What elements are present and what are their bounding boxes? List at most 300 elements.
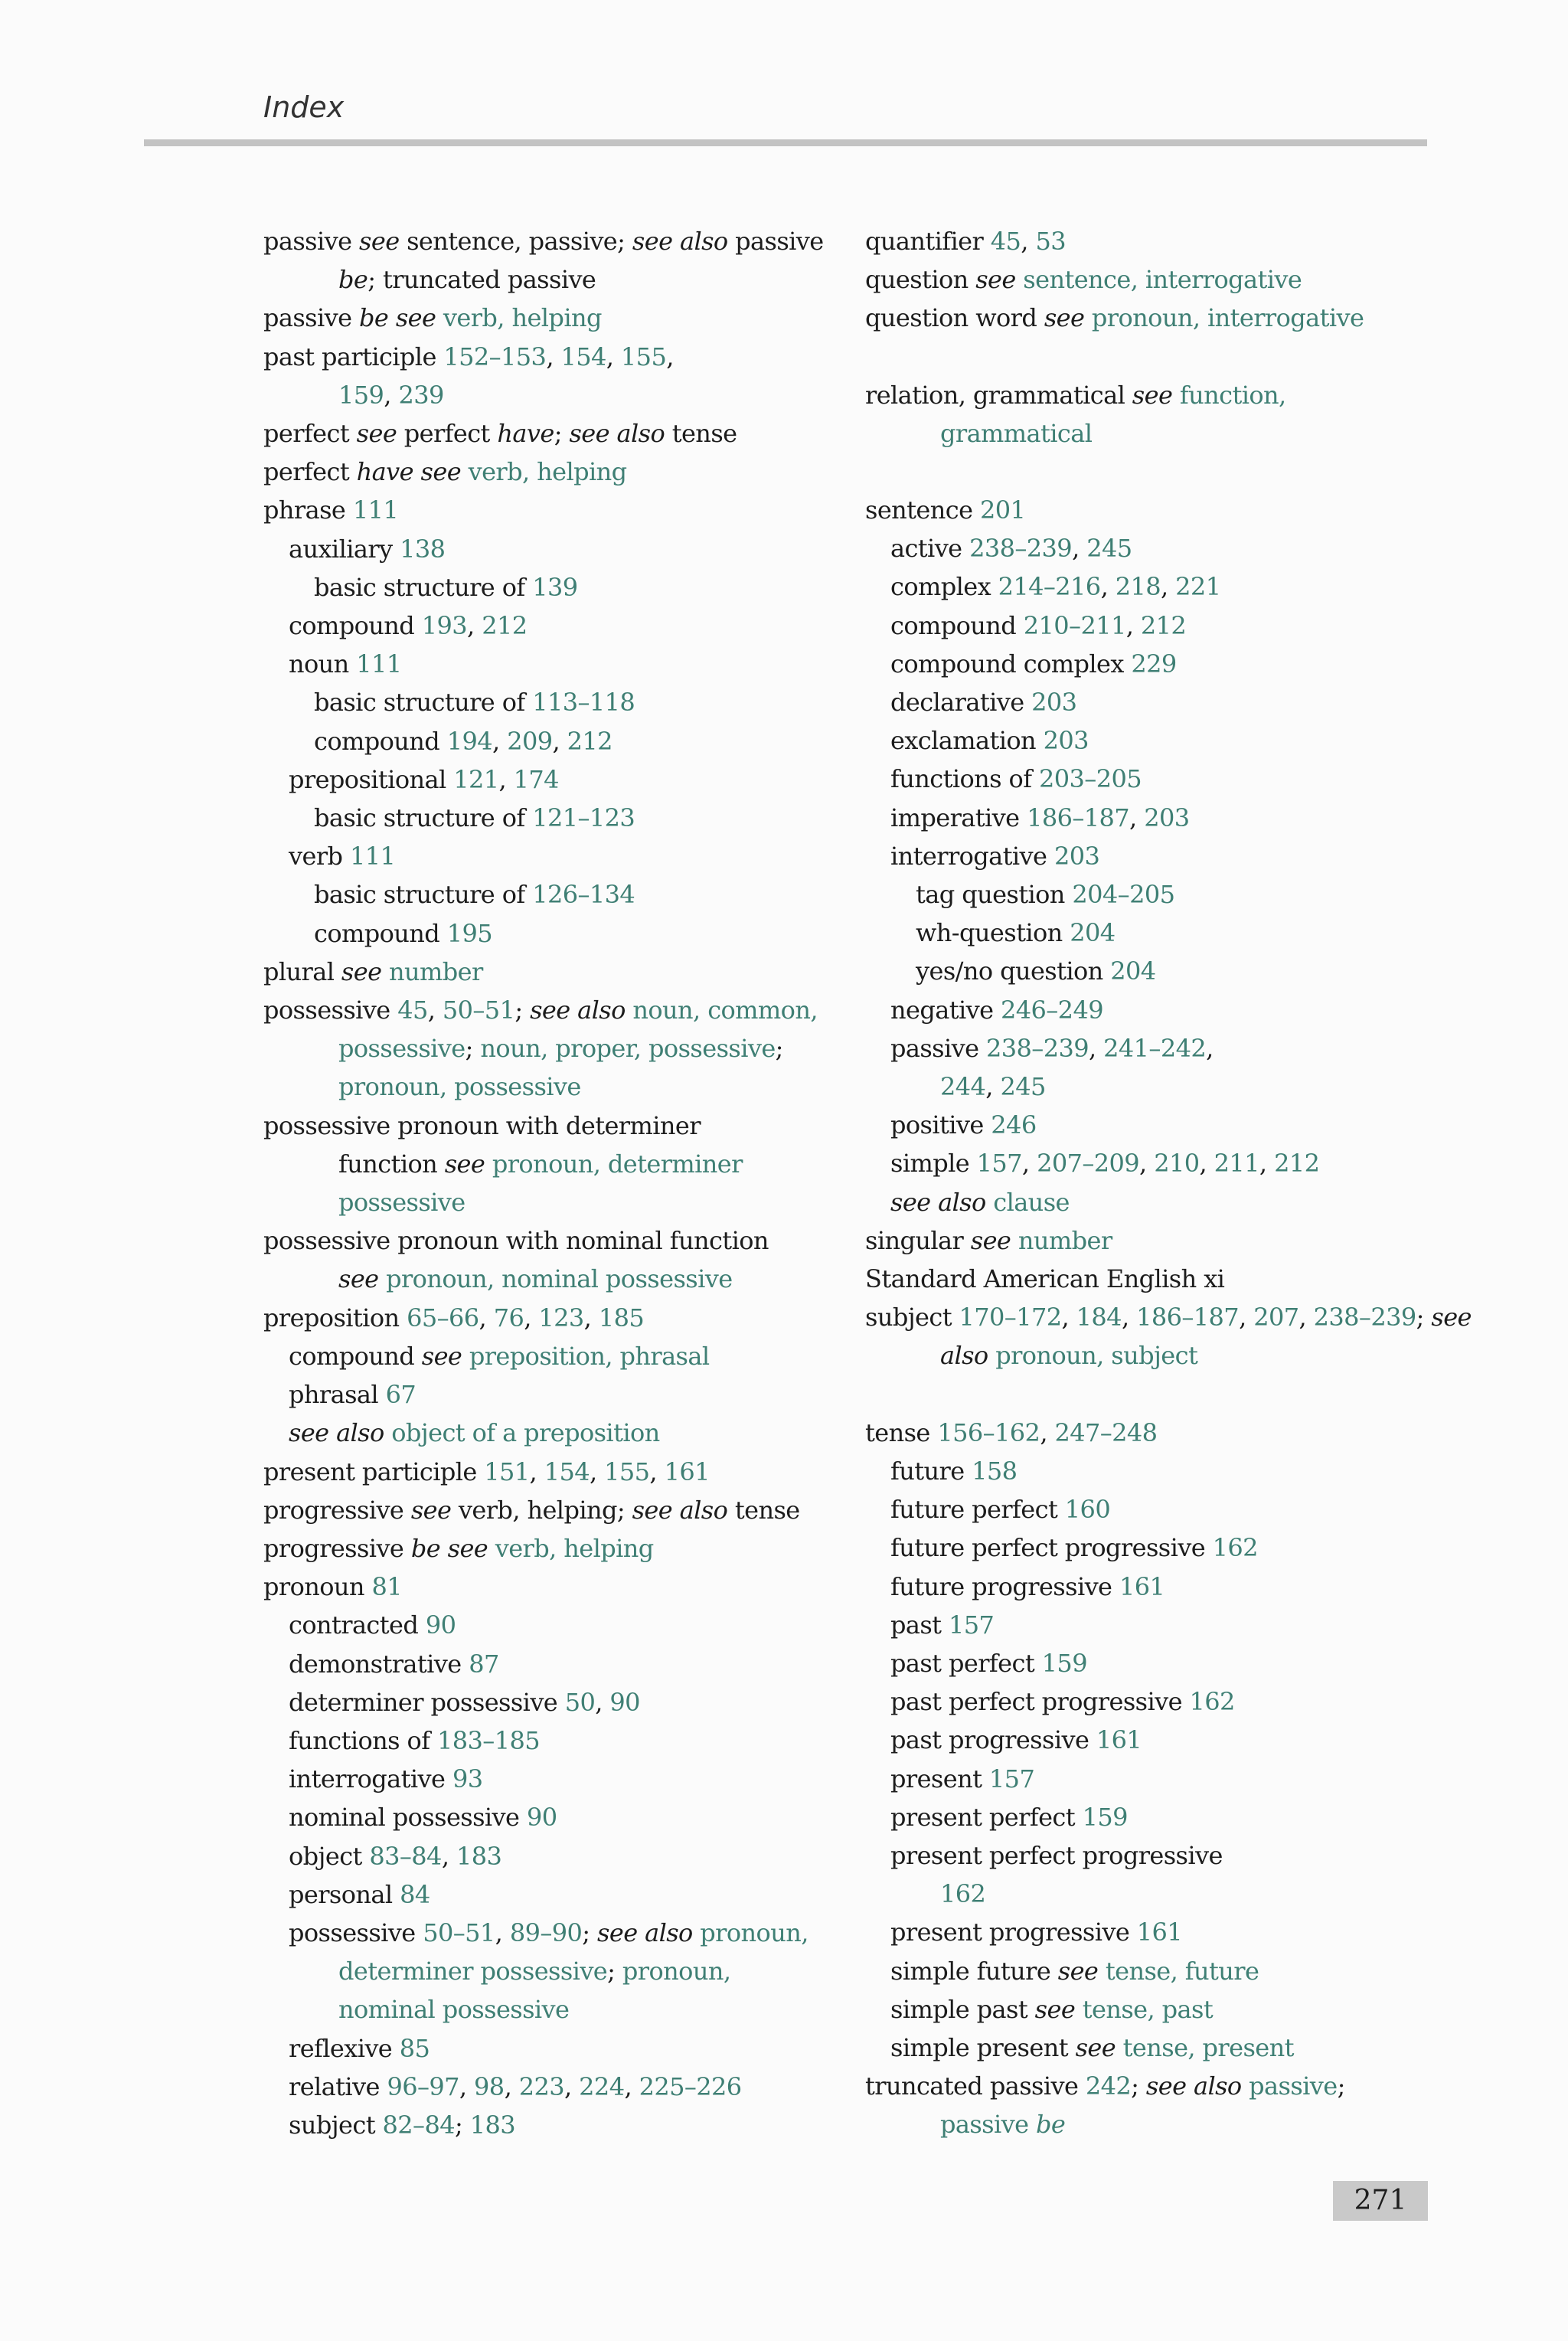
index-text: simple past [890,1994,1035,2024]
index-entry [865,1029,1427,1068]
index-text: passive [263,303,360,333]
index-text: , [1239,1303,1254,1332]
index-entry [263,760,845,799]
index-entry [263,568,845,607]
index-reference: be [1036,2110,1066,2140]
index-reference: 45 [397,996,428,1025]
index-reference: 151 [484,1457,530,1486]
index-entry-continuation [865,2105,1427,2143]
index-entry [865,645,1427,683]
index-reference: 50–51 [423,1918,495,1947]
index-entry [865,1913,1427,1951]
index-reference: 229 [1131,649,1177,678]
index-entry [263,414,845,453]
index-entry-continuation [263,1260,845,1298]
index-text: perfect [397,419,498,449]
index-reference: 223 [518,2071,565,2101]
index-text: simple present [890,2032,1076,2062]
index-reference: 159 [1041,1648,1087,1678]
index-reference: 50 [564,1687,596,1717]
index-text: basic structure of [314,880,533,910]
index-reference: 210–211 [1023,610,1126,640]
index-entry [263,645,845,683]
index-text: , [504,2071,519,2101]
index-reference: 152–153 [443,342,547,371]
index-reference: possessive [338,1034,466,1064]
index-reference: 245 [1000,1072,1046,1102]
index-entry [263,2106,845,2144]
index-entry [865,1144,1427,1182]
index-text: auxiliary [289,534,400,564]
index-reference: determiner possessive [338,1957,608,1986]
index-reference: 159 [1082,1802,1128,1832]
index-reference: passive [1249,2071,1338,2101]
index-text: past perfect [890,1648,1042,1678]
index-text: ; truncated passive [368,265,596,295]
index-reference: 154 [560,342,606,371]
index-text: past participle [263,342,444,371]
index-reference: 160 [1064,1495,1111,1525]
index-text: contracted [289,1610,426,1640]
index-entry [865,875,1427,914]
index-text: imperative [890,803,1027,832]
index-entry [865,1682,1427,1721]
index-text: , [985,1072,1001,1102]
index-text: passive [890,1033,987,1063]
index-entry [865,991,1427,1029]
index-text [1116,2033,1123,2062]
index-text: present progressive [890,1918,1137,1947]
index-text: exclamation [890,726,1044,756]
index-reference: 221 [1175,572,1221,602]
index-entry [865,1221,1427,1260]
index-reference: verb, helping [443,303,602,333]
index-text: ; [607,1957,622,1986]
index-reference: 45 [990,227,1021,256]
index-text: see [356,419,397,449]
index-entry [263,1798,845,1836]
index-text: ; [465,1034,481,1064]
index-text: compound [314,726,447,756]
index-reference: pronoun, [622,1957,731,1986]
index-text: , [1021,227,1036,256]
index-text: perfect [263,419,357,449]
index-text: possessive pronoun with determiner [263,1110,701,1140]
index-text: future [890,1456,972,1486]
index-text [988,1341,996,1370]
index-text: present perfect [890,1802,1083,1832]
index-text: have see [356,457,462,487]
index-reference: 238–239 [969,534,1073,564]
index-entry [263,1568,845,1606]
index-reference: pronoun, subject [995,1341,1198,1371]
index-text: , [479,1303,494,1332]
index-reference: 87 [469,1649,499,1679]
index-reference: 90 [526,1803,557,1833]
index-text: , [1061,1303,1076,1332]
index-text: phrase [263,495,353,525]
index-entry-continuation [865,1336,1427,1375]
index-text: ; [582,1918,598,1947]
index-entry [865,2029,1427,2067]
index-text: past perfect progressive [890,1687,1190,1717]
index-reference: 111 [356,649,402,679]
index-reference: 203 [1031,688,1077,718]
index-entry [865,222,1427,260]
index-text: phrasal [289,1380,386,1410]
index-reference: 89–90 [509,1918,583,1947]
index-entry [263,338,845,376]
index-reference: 238–239 [1313,1303,1416,1332]
index-reference: tense, past [1082,1994,1214,2024]
index-column-right [865,222,1472,2144]
index-text: basic structure of [314,688,533,718]
index-text: be [338,265,368,295]
index-text: tag question [916,880,1073,910]
index-text [1075,1995,1083,2024]
index-entry [263,1529,845,1568]
index-group-gap [865,453,1427,491]
index-text: , [384,380,399,410]
index-reference: 210 [1154,1149,1200,1179]
index-entry [263,1721,845,1760]
index-entry [263,1837,845,1875]
index-text: see [1044,303,1085,333]
index-text: see [359,227,400,256]
index-text: possessive [263,996,398,1025]
index-text: , [441,1841,456,1871]
index-text: , [649,1457,665,1486]
index-text: , [1161,572,1176,602]
index-reference: number [1018,1225,1112,1255]
index-reference: 184 [1076,1303,1122,1332]
index-entry [865,721,1427,760]
index-entry [865,567,1427,606]
index-text [1242,2071,1250,2101]
index-reference: pronoun, possessive [338,1072,581,1102]
index-text: , [1259,1149,1275,1179]
index-entry [263,1683,845,1721]
index-reference: 162 [1212,1533,1258,1563]
index-entry [865,1606,1427,1644]
index-entry [263,491,845,529]
index-reference: 204 [1070,918,1116,948]
index-text: , [1072,534,1087,564]
index-reference: 161 [1096,1725,1142,1755]
running-head: Index [263,90,345,124]
index-text: , [467,611,482,641]
index-text: ; [1416,1303,1432,1332]
index-reference: 183 [469,2110,516,2140]
index-reference: 157 [949,1610,995,1640]
index-entry [263,914,845,953]
index-entry [865,529,1427,567]
page-number: 271 [1333,2181,1428,2221]
index-reference: 83–84 [369,1841,442,1871]
index-reference: 183 [456,1841,502,1871]
index-reference: 214–216 [998,572,1101,602]
index-text: , [529,1457,544,1486]
index-reference: 170–172 [959,1303,1062,1332]
index-text: see also [569,419,665,449]
index-entry-continuation [263,376,845,414]
index-text: see also [597,1918,693,1947]
index-entry [263,2029,845,2068]
index-text: reflexive [289,2033,400,2063]
index-text: determiner possessive [289,1687,565,1717]
index-text [1098,1957,1106,1986]
index-text: , [1089,1033,1104,1063]
index-reference: 185 [598,1303,645,1332]
index-entry [263,953,845,991]
index-reference: 238–239 [986,1033,1089,1063]
index-text: see also [890,1187,986,1217]
index-reference: 90 [425,1610,456,1640]
index-text: ; [554,419,570,449]
index-text [626,996,633,1025]
index-reference: pronoun, interrogative [1091,303,1364,333]
index-text: singular [865,1225,971,1255]
index-reference: 126–134 [532,880,635,910]
index-text [693,1918,701,1947]
index-text: verb, helping; [451,1495,632,1525]
index-reference: 157 [976,1149,1022,1179]
index-reference: 123 [538,1303,584,1332]
index-reference: number [389,956,483,986]
index-text: past progressive [890,1725,1096,1755]
index-entry [263,1337,845,1375]
index-text: relation, grammatical [865,380,1132,410]
index-entry [865,1798,1427,1836]
index-text [462,1342,469,1371]
index-entry [263,299,845,337]
index-text: demonstrative [289,1649,469,1679]
index-entry-continuation [865,414,1427,453]
index-reference: 85 [399,2033,430,2063]
index-reference: 203 [1043,726,1089,756]
index-text: quantifier [865,227,991,256]
index-text: interrogative [890,841,1054,871]
index-text: be see [359,303,436,333]
index-reference: 212 [1274,1149,1320,1179]
index-reference: 155 [604,1457,650,1486]
index-reference: 53 [1035,227,1066,256]
index-reference: 96–97 [387,2071,459,2101]
index-reference: 161 [1119,1571,1165,1601]
index-reference: 157 [988,1764,1035,1793]
index-reference: 247–248 [1054,1417,1158,1447]
index-text: relative [289,2071,387,2101]
index-reference: 211 [1214,1149,1259,1179]
index-text: see [1034,1994,1076,2024]
index-reference: 156–162 [937,1417,1040,1447]
index-text: functions of [289,1725,438,1755]
index-text [1172,381,1180,410]
index-text: negative [890,995,1001,1025]
index-reference: 154 [544,1457,590,1486]
index-reference: 186–187 [1027,803,1130,832]
index-reference: 203–205 [1039,764,1142,794]
index-reference: 207–209 [1037,1149,1140,1179]
index-text: sentence [865,495,981,525]
index-text: future progressive [890,1571,1119,1601]
index-entry [865,299,1427,337]
index-text: tense [865,1417,938,1447]
index-entry [263,222,845,260]
index-entry [865,1260,1427,1298]
index-entry [263,683,845,721]
index-text: , [1206,1033,1214,1063]
index-reference: 159 [338,380,384,410]
index-text: basic structure of [314,572,533,602]
index-text: see [970,1225,1011,1255]
index-text: , [498,764,514,794]
index-column-left [263,222,845,2144]
index-reference: 121 [453,764,499,794]
index-text: , [1129,803,1145,832]
index-text: see [444,1149,485,1179]
index-text [461,457,469,486]
index-entry-continuation [865,1875,1427,1913]
index-text: , [1100,572,1116,602]
index-entry [865,376,1427,414]
index-text: question word [865,303,1044,333]
index-reference: 186–187 [1136,1303,1240,1332]
index-text: see [1057,1956,1099,1986]
index-entry [263,1453,845,1491]
index-text [1016,265,1024,294]
index-reference: preposition, phrasal [469,1341,710,1371]
index-text: see [421,1341,462,1371]
index-entry [865,260,1427,299]
index-text: verb [289,842,350,871]
index-entry-continuation [865,1068,1427,1106]
index-text: simple future [890,1956,1058,1986]
index-text: personal [289,1879,400,1909]
index-text [381,957,389,986]
index-reference: possessive [338,1188,466,1218]
index-reference: 161 [1136,1918,1183,1947]
index-text: object [289,1841,370,1871]
index-text: truncated passive [865,2071,1086,2101]
index-reference: 161 [664,1457,710,1486]
index-reference: 246–249 [1001,995,1103,1025]
index-text: , [459,2071,475,2101]
index-text: see [975,265,1016,295]
index-reference: 111 [352,495,399,525]
index-reference: 98 [474,2071,505,2101]
index-reference: verb, helping [468,457,627,487]
index-reference: 50–51 [442,996,515,1025]
index-text: , [1040,1417,1055,1447]
index-text: subject [865,1303,959,1332]
index-reference: 225–226 [639,2071,742,2101]
index-text: , [546,342,561,371]
index-entry [263,1107,845,1145]
index-reference: 204–205 [1072,880,1175,910]
index-reference: tense, future [1105,1956,1259,1986]
index-reference: 183–185 [437,1725,540,1755]
index-text: see [341,956,382,986]
index-reference: 203 [1144,803,1190,832]
index-text: , [589,1457,605,1486]
index-reference: 67 [385,1380,416,1410]
index-text: , [524,1303,539,1332]
index-entry [865,1298,1472,1336]
index-entry [263,2068,845,2106]
index-reference: 201 [980,495,1026,525]
index-reference: 207 [1253,1303,1299,1332]
index-entry [865,914,1427,952]
index-text: possessive [289,1918,423,1947]
index-text: past [890,1610,949,1640]
index-text: see also [530,996,626,1025]
index-text: sentence, passive; [399,227,632,256]
index-reference: 139 [532,572,578,602]
index-text: interrogative [289,1764,452,1794]
index-reference: 82–84 [382,2110,455,2140]
index-entry [865,1644,1427,1682]
index-reference: 174 [513,764,559,794]
index-text: compound [890,610,1024,640]
index-text: declarative [890,688,1032,718]
index-entry-continuation [263,1145,845,1183]
header-rule [144,139,1427,146]
index-entry [263,1414,845,1452]
index-text: see also [1145,2071,1242,2101]
index-entry [263,991,845,1029]
index-text: Standard American English xi [865,1264,1225,1294]
index-entry [263,1491,845,1529]
index-entry [865,607,1427,645]
index-entry [865,952,1427,990]
index-text: noun [289,649,357,679]
index-text: ; [1131,2071,1146,2101]
index-text: , [583,1303,599,1332]
index-reference: 194 [446,726,493,756]
index-reference: 162 [1189,1687,1235,1717]
index-text [488,1534,495,1563]
index-text: pronoun [263,1572,372,1602]
index-reference: clause [993,1187,1070,1217]
index-text: future perfect [890,1495,1065,1525]
index-reference: sentence, interrogative [1023,265,1302,295]
index-text: ; [775,1034,783,1064]
index-reference: 212 [1140,610,1187,640]
index-entry [865,1452,1427,1490]
index-text: passive [727,227,824,256]
index-text: see also [289,1418,384,1448]
index-entry [865,837,1427,875]
index-text [485,1149,492,1179]
index-reference: 244 [940,1072,986,1102]
index-text: function [338,1149,445,1179]
index-text: simple [890,1149,977,1179]
index-text: functions of [890,764,1040,794]
index-entry [263,837,845,875]
index-entry-continuation [263,1183,845,1221]
index-text: tense [727,1495,800,1525]
index-text: passive [263,227,360,256]
index-text: see [338,1264,379,1294]
index-text: see also [632,227,728,256]
index-text: yes/no question [916,956,1111,986]
index-text [986,1188,994,1217]
index-entry-continuation [263,1990,845,2029]
index-entry-continuation [263,1068,845,1106]
index-reference: 224 [579,2071,625,2101]
index-entry [865,799,1427,837]
